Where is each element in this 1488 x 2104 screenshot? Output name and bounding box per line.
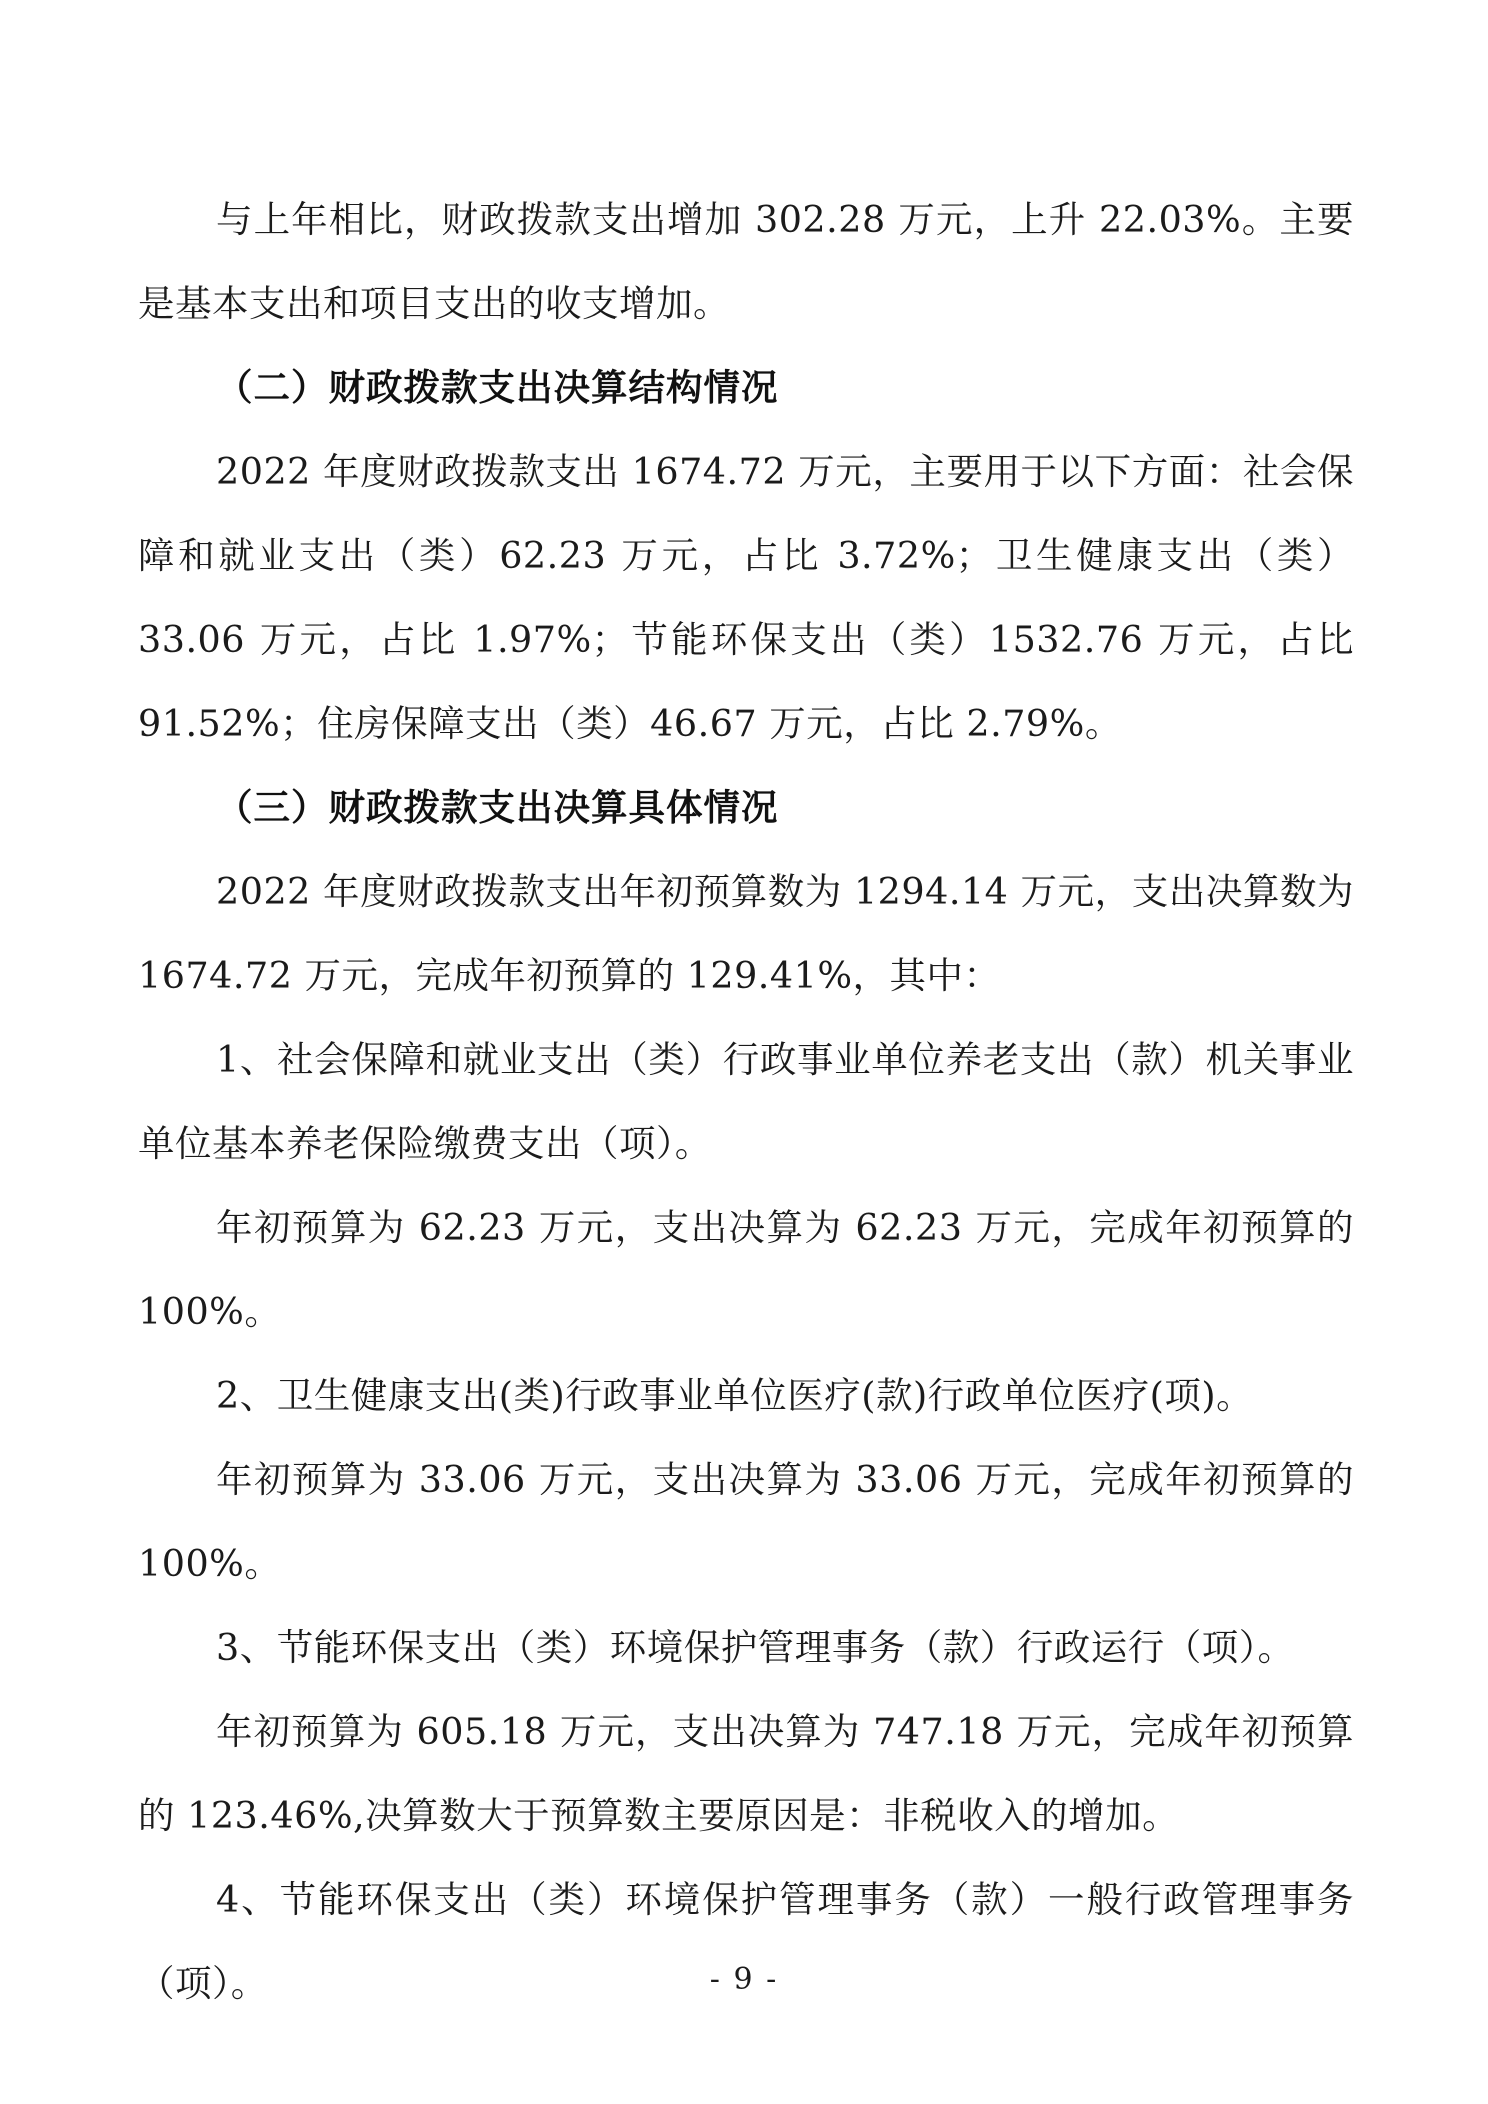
paragraph-item-1-title: 1、社会保障和就业支出（类）行政事业单位养老支出（款）机关事业单位基本养老保险缴费支出（项）。 (138, 1038, 1354, 1165)
document-body (138, 178, 1354, 2026)
paragraph-item-3-title: 3、节能环保支出（类）环境保护管理事务（款）行政运行（项）。 (216, 1626, 1295, 1669)
paragraph-item-2-detail: 年初预算为 33.06 万元，支出决算为 33.06 万元，完成年初预算的 100%。 (138, 1458, 1354, 1585)
paragraph-expenditure-structure: 2022 年度财政拨款支出 1674.72 万元，主要用于以下方面：社会保障和就业支出（类）62.23 万元，占比 3.72%；卫生健康支出（类）33.06 万元，占比 1.97%；节能环保支出（类）1532.76 万元，占比 91.52%；住房保障支出（类）46.67 万元，占比 2.79%。 (138, 450, 1354, 745)
heading-section-three: （三）财政拨款支出决算具体情况 (216, 786, 779, 829)
paragraph-budget-vs-final: 2022 年度财政拨款支出年初预算数为 1294.14 万元，支出决算数为 1674.72 万元，完成年初预算的 129.41%，其中： (138, 870, 1354, 997)
paragraph-item-4-title: 4、节能环保支出（类）环境保护管理事务（款）一般行政管理事务（项）。 (138, 1878, 1354, 2005)
paragraph-item-3-detail: 年初预算为 605.18 万元，支出决算为 747.18 万元，完成年初预算的 123.46%,决算数大于预算数主要原因是：非税收入的增加。 (138, 1710, 1354, 1837)
paragraph-item-1-detail: 年初预算为 62.23 万元，支出决算为 62.23 万元，完成年初预算的 100%。 (138, 1206, 1354, 1333)
paragraph-comparison-previous-year: 与上年相比，财政拨款支出增加 302.28 万元，上升 22.03%。主要是基本支出和项目支出的收支增加。 (138, 198, 1354, 325)
paragraph-item-2-title: 2、卫生健康支出(类)行政事业单位医疗(款)行政单位医疗(项)。 (216, 1374, 1254, 1417)
heading-section-two: （二）财政拨款支出决算结构情况 (216, 366, 779, 409)
page-number-footer: - 9 - (709, 1962, 779, 1997)
